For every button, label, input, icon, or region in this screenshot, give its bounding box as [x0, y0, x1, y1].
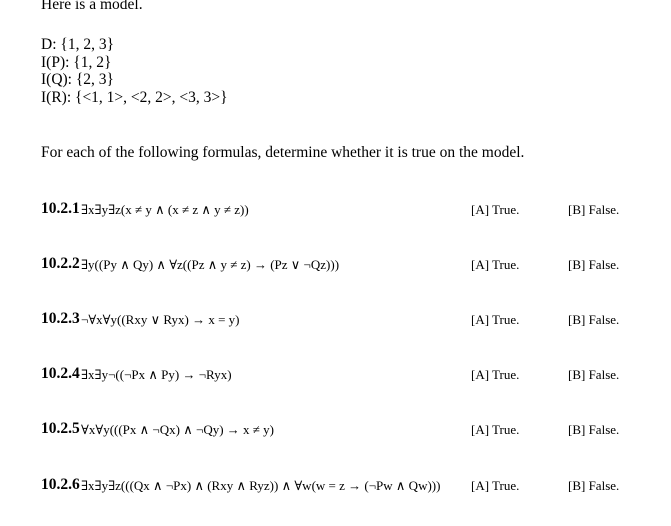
model-interpretation-q: I(Q): {2, 3}	[41, 71, 114, 88]
problem-formula: ∃x∃y¬((¬Px ∧ Py) → ¬Ryx)	[81, 367, 232, 382]
problem-number: 10.2.3	[41, 310, 80, 327]
answer-false-option[interactable]: [B] False.	[568, 202, 620, 217]
answer-false-option[interactable]: [B] False.	[568, 367, 620, 382]
problem-10-2-6	[41, 475, 641, 495]
answer-false-option[interactable]: [B] False.	[568, 257, 620, 272]
answer-false-option[interactable]: [B] False.	[568, 312, 620, 327]
answer-false-option[interactable]: [B] False.	[568, 478, 620, 493]
model-interpretation-r: I(R): {<1, 1>, <2, 2>, <3, 3>}	[41, 88, 228, 106]
model-domain: D: {1, 2, 3}	[41, 36, 115, 53]
problem-formula: ∃x∃y∃z(((Qx ∧ ¬Px) ∧ (Rxy ∧ Ryz)) ∧ ∀w(w = z → (¬Pw ∧ Qw)))	[81, 478, 441, 493]
answer-true-option[interactable]: [A] True.	[471, 422, 520, 437]
problem-formula: ∃x∃y∃z(x ≠ y ∧ (x ≠ z ∧ y ≠ z))	[81, 202, 249, 217]
problem-number: 10.2.2	[41, 255, 80, 272]
answer-true-option[interactable]: [A] True.	[471, 478, 520, 493]
answer-true-option[interactable]: [A] True.	[471, 202, 520, 217]
problem-number: 10.2.5	[41, 420, 80, 437]
instructions-text: For each of the following formulas, determine whether it is true on the model.	[41, 144, 525, 161]
model-interpretation-p: I(P): {1, 2}	[41, 53, 112, 71]
problem-number: 10.2.4	[41, 365, 80, 382]
problem-number: 10.2.1	[41, 200, 80, 217]
answer-true-option[interactable]: [A] True.	[471, 257, 520, 272]
problem-formula: ¬∀x∀y((Rxy ∨ Ryx) → x = y)	[81, 312, 240, 327]
problem-formula: ∃y((Py ∧ Qy) ∧ ∀z((Pz ∧ y ≠ z) → (Pz ∨ ¬Qz)))	[81, 257, 340, 272]
intro-text: Here is a model.	[41, 0, 143, 13]
problem-formula: ∀x∀y(((Px ∧ ¬Qx) ∧ ¬Qy) → x ≠ y)	[81, 422, 275, 437]
problem-number: 10.2.6	[41, 476, 80, 493]
answer-true-option[interactable]: [A] True.	[471, 367, 520, 382]
problem-10-2-4	[41, 364, 641, 384]
answer-true-option[interactable]: [A] True.	[471, 312, 520, 327]
model-definition	[41, 36, 228, 106]
problem-10-2-5	[41, 419, 641, 439]
problem-10-2-1	[41, 199, 641, 219]
problem-10-2-2	[41, 254, 641, 274]
answer-false-option[interactable]: [B] False.	[568, 422, 620, 437]
problem-10-2-3	[41, 309, 641, 329]
